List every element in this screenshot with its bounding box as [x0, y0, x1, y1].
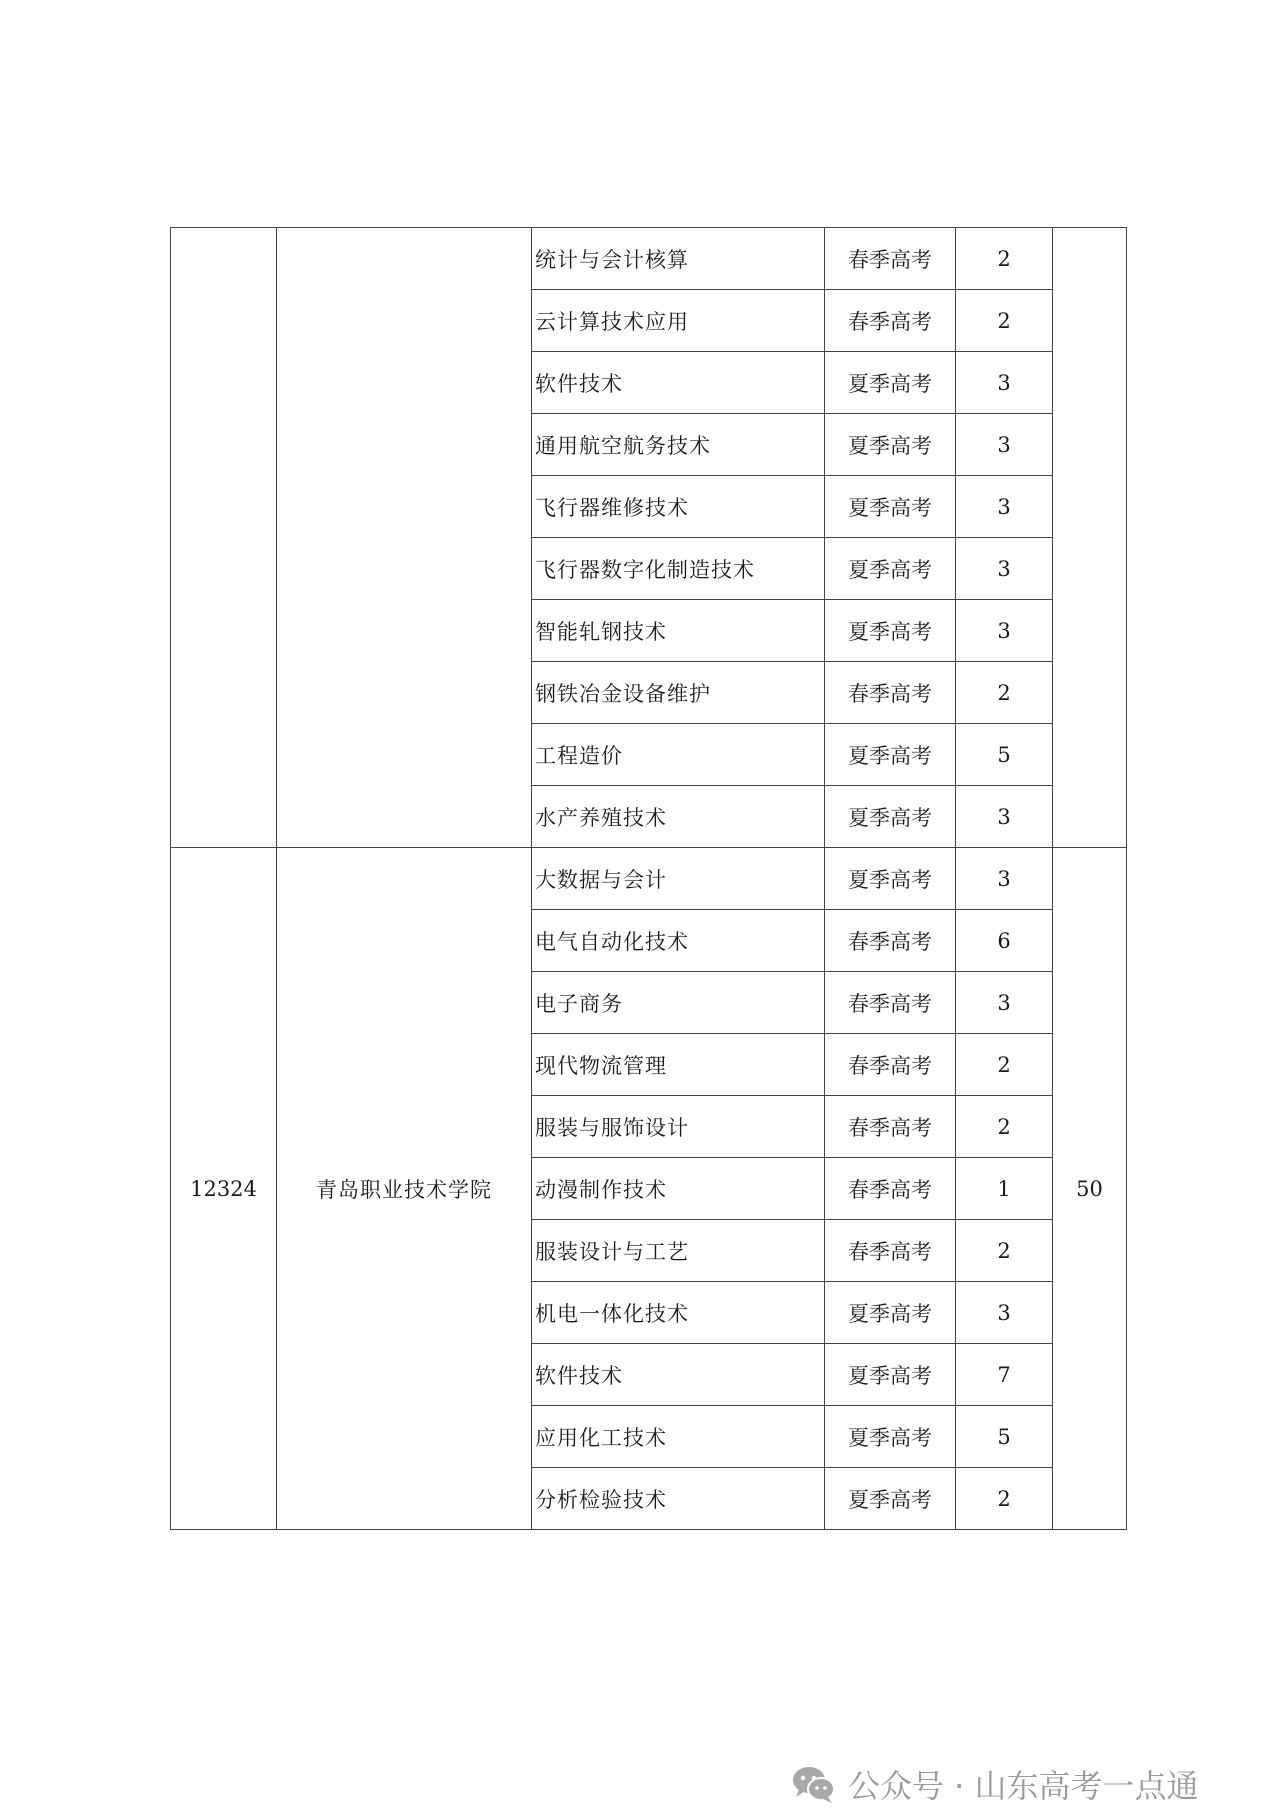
plan-count-cell: 2 — [956, 1034, 1053, 1096]
school-code-cell: 12324 — [171, 848, 277, 1530]
exam-type-cell: 春季高考 — [825, 228, 956, 290]
exam-type-cell: 春季高考 — [825, 910, 956, 972]
plan-count-cell: 6 — [956, 910, 1053, 972]
plan-count-cell: 3 — [956, 476, 1053, 538]
plan-count-cell: 5 — [956, 724, 1053, 786]
exam-type-cell: 夏季高考 — [825, 476, 956, 538]
plan-count-cell: 5 — [956, 1406, 1053, 1468]
exam-type-cell: 夏季高考 — [825, 786, 956, 848]
major-cell: 软件技术 — [532, 352, 825, 414]
table-row — [171, 848, 1127, 910]
major-cell: 大数据与会计 — [532, 848, 825, 910]
enrollment-plan-table — [170, 227, 1127, 1530]
exam-type-cell: 夏季高考 — [825, 1406, 956, 1468]
school-total-cell: 50 — [1053, 848, 1127, 1530]
plan-count-cell: 3 — [956, 786, 1053, 848]
exam-type-cell: 春季高考 — [825, 662, 956, 724]
exam-type-cell: 夏季高考 — [825, 414, 956, 476]
plan-count-cell: 3 — [956, 352, 1053, 414]
exam-type-cell: 夏季高考 — [825, 1282, 956, 1344]
exam-type-cell: 夏季高考 — [825, 848, 956, 910]
major-cell: 云计算技术应用 — [532, 290, 825, 352]
major-cell: 服装与服饰设计 — [532, 1096, 825, 1158]
major-cell: 分析检验技术 — [532, 1468, 825, 1530]
exam-type-cell: 夏季高考 — [825, 724, 956, 786]
major-cell: 飞行器维修技术 — [532, 476, 825, 538]
plan-count-cell: 3 — [956, 848, 1053, 910]
table-row — [171, 228, 1127, 290]
watermark — [790, 1760, 1199, 1808]
plan-count-cell: 2 — [956, 290, 1053, 352]
plan-count-cell: 2 — [956, 1220, 1053, 1282]
major-cell: 现代物流管理 — [532, 1034, 825, 1096]
exam-type-cell: 夏季高考 — [825, 352, 956, 414]
major-cell: 统计与会计核算 — [532, 228, 825, 290]
plan-count-cell: 7 — [956, 1344, 1053, 1406]
major-cell: 软件技术 — [532, 1344, 825, 1406]
major-cell: 服装设计与工艺 — [532, 1220, 825, 1282]
plan-count-cell: 3 — [956, 972, 1053, 1034]
exam-type-cell: 春季高考 — [825, 972, 956, 1034]
plan-count-cell: 3 — [956, 1282, 1053, 1344]
exam-type-cell: 春季高考 — [825, 1158, 956, 1220]
wechat-icon — [790, 1764, 838, 1804]
school-total-cell — [1053, 228, 1127, 848]
plan-count-cell: 2 — [956, 1096, 1053, 1158]
exam-type-cell: 春季高考 — [825, 1096, 956, 1158]
school-name-cell: 青岛职业技术学院 — [277, 848, 532, 1530]
major-cell: 电气自动化技术 — [532, 910, 825, 972]
major-cell: 工程造价 — [532, 724, 825, 786]
major-cell: 智能轧钢技术 — [532, 600, 825, 662]
major-cell: 飞行器数字化制造技术 — [532, 538, 825, 600]
exam-type-cell: 夏季高考 — [825, 1468, 956, 1530]
plan-count-cell: 2 — [956, 1468, 1053, 1530]
plan-count-cell: 1 — [956, 1158, 1053, 1220]
school-code-cell — [171, 228, 277, 848]
plan-count-cell: 2 — [956, 662, 1053, 724]
major-cell: 通用航空航务技术 — [532, 414, 825, 476]
exam-type-cell: 春季高考 — [825, 1220, 956, 1282]
exam-type-cell: 夏季高考 — [825, 1344, 956, 1406]
plan-count-cell: 3 — [956, 538, 1053, 600]
major-cell: 应用化工技术 — [532, 1406, 825, 1468]
exam-type-cell: 夏季高考 — [825, 538, 956, 600]
exam-type-cell: 春季高考 — [825, 290, 956, 352]
major-cell: 水产养殖技术 — [532, 786, 825, 848]
major-cell: 电子商务 — [532, 972, 825, 1034]
watermark-text: 公众号 · 山东高考一点通 — [848, 1767, 1199, 1805]
plan-count-cell: 2 — [956, 228, 1053, 290]
plan-count-cell: 3 — [956, 600, 1053, 662]
school-name-cell — [277, 228, 532, 848]
major-cell: 钢铁冶金设备维护 — [532, 662, 825, 724]
exam-type-cell: 夏季高考 — [825, 600, 956, 662]
plan-count-cell: 3 — [956, 414, 1053, 476]
major-cell: 机电一体化技术 — [532, 1282, 825, 1344]
major-cell: 动漫制作技术 — [532, 1158, 825, 1220]
exam-type-cell: 春季高考 — [825, 1034, 956, 1096]
